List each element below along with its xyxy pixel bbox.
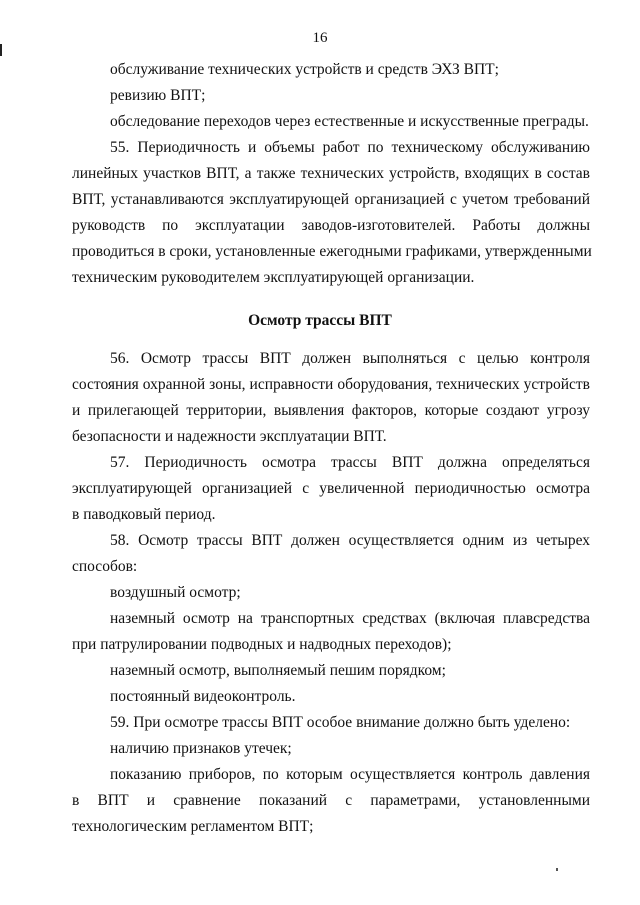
paragraph-57-line: в паводковый период. bbox=[72, 506, 216, 523]
text-line: обслуживание технических устройств и средств ЭХЗ ВПТ; bbox=[110, 61, 499, 78]
page-number: 16 bbox=[312, 30, 328, 46]
paragraph-55-line: ВПТ, устанавливаются эксплуатирующей организацией с учетом требований bbox=[72, 191, 590, 208]
list-item: показанию приборов, по которым осуществляется контроль давления bbox=[110, 766, 590, 783]
list-item: наземный осмотр, выполняемый пешим порядком; bbox=[110, 662, 446, 679]
list-item: в ВПТ и сравнение показаний с параметрами, установленными bbox=[72, 792, 590, 809]
paragraph-55-line: 55. Периодичность и объемы работ по техническому обслуживанию bbox=[110, 139, 590, 156]
paragraph-55-line: линейных участков ВПТ, а также технических устройств, входящих в состав bbox=[72, 165, 590, 182]
paragraph-59-line: 59. При осмотре трассы ВПТ особое внимание должно быть уделено: bbox=[110, 714, 571, 731]
text-line: ревизию ВПТ; bbox=[110, 87, 206, 104]
list-item: постоянный видеоконтроль. bbox=[110, 688, 296, 705]
list-item: наземный осмотр на транспортных средствах (включая плавсредства bbox=[110, 610, 590, 627]
paragraph-56-line: состояния охранной зоны, исправности оборудования, технических устройств bbox=[72, 376, 590, 393]
list-item: воздушный осмотр; bbox=[110, 584, 241, 601]
scan-speck bbox=[556, 868, 558, 871]
paragraph-56-line: безопасности и надежности эксплуатации ВПТ. bbox=[72, 428, 387, 445]
paragraph-58-line: способов: bbox=[72, 558, 138, 575]
paragraph-58-line: 58. Осмотр трассы ВПТ должен осуществляется одним из четырех bbox=[110, 532, 590, 549]
paragraph-55-line: техническим руководителем эксплуатирующей организации. bbox=[72, 269, 475, 286]
paragraph-55-line: руководств по эксплуатации заводов-изготовителей. Работы должны bbox=[72, 217, 590, 234]
paragraph-57-line: эксплуатирующей организацией с увеличенной периодичностью осмотра bbox=[72, 480, 590, 497]
list-item: технологическим регламентом ВПТ; bbox=[72, 818, 314, 835]
list-item: при патрулировании подводных и надводных переходов); bbox=[72, 636, 452, 653]
section-heading: Осмотр трассы ВПТ bbox=[248, 312, 392, 329]
list-item: наличию признаков утечек; bbox=[110, 740, 292, 757]
paragraph-56-line: и прилегающей территории, выявления факторов, которые создают угрозу bbox=[72, 402, 590, 419]
text-line: обследование переходов через естественные и искусственные преграды. bbox=[110, 113, 589, 130]
paragraph-57-line: 57. Периодичность осмотра трассы ВПТ должна определяться bbox=[110, 454, 590, 471]
paragraph-55-line: проводиться в сроки, установленные ежегодными графиками, утвержденными bbox=[72, 243, 592, 260]
paragraph-56-line: 56. Осмотр трассы ВПТ должен выполняться с целью контроля bbox=[110, 350, 590, 367]
